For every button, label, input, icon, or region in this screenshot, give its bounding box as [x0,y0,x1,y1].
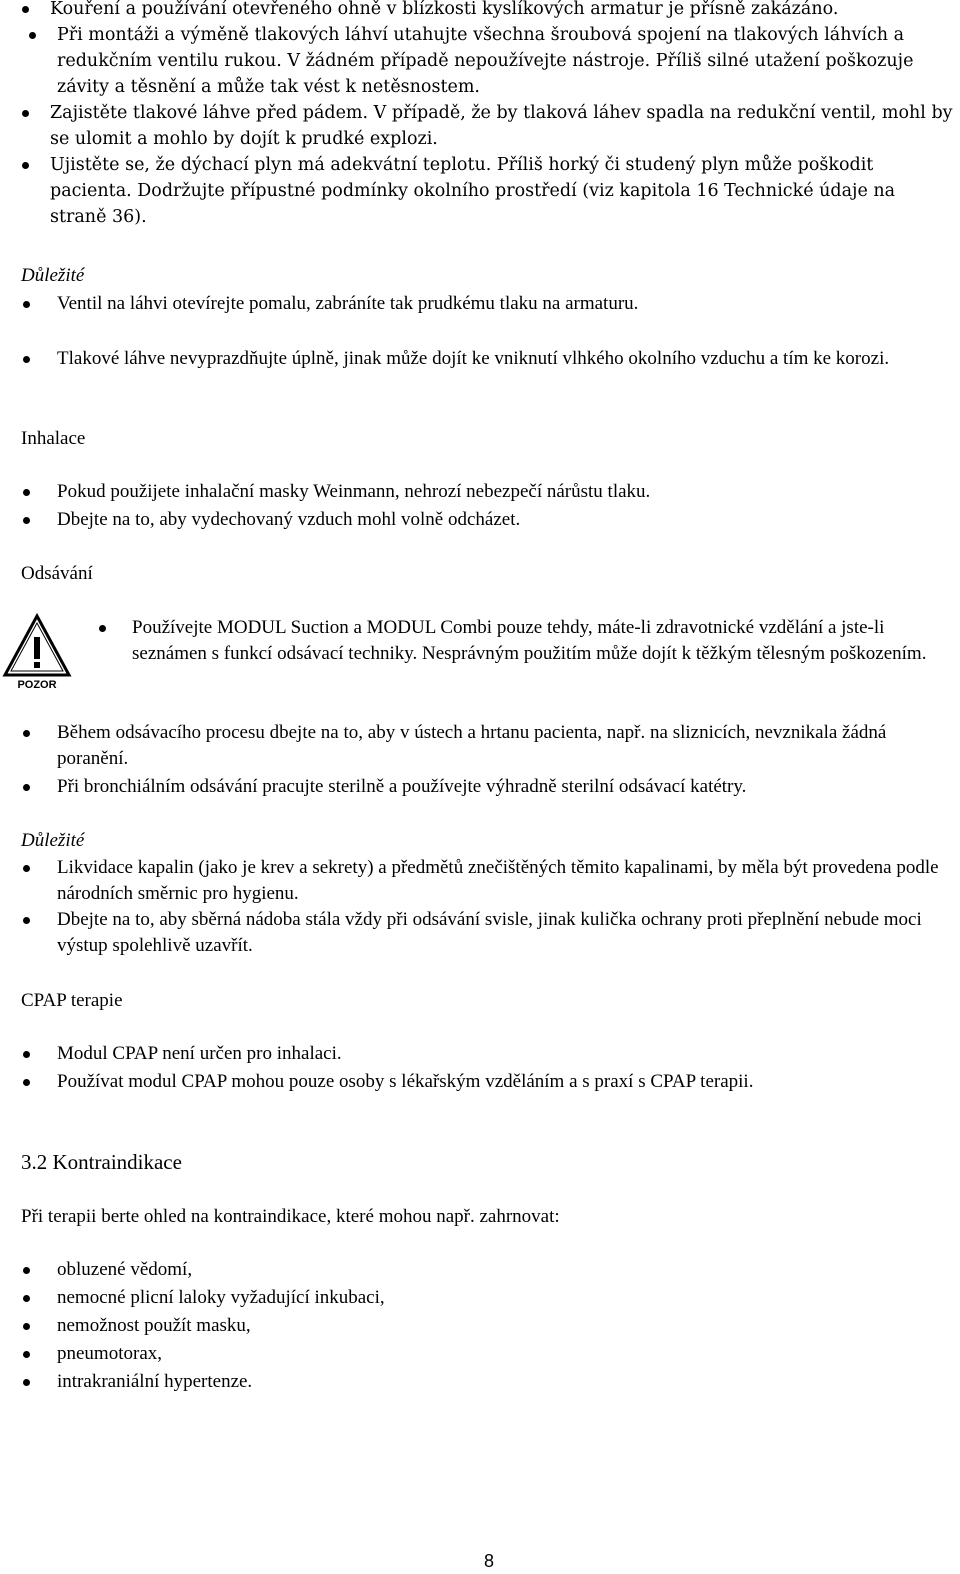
important-heading-2: Důležité [21,830,85,851]
page-number: 8 [483,1551,494,1571]
inhalace-list [0,479,960,533]
safety-list [0,0,960,230]
list-item: intrakraniální hypertenze. [57,1369,960,1395]
list-item: Dbejte na to, aby sběrná nádoba stála vždy při odsávání svisle, jinak kulička ochrany proti přeplnění nebude moci výstup spolehlivě uzavřít. [57,907,960,959]
cpap-heading: CPAP terapie [21,990,123,1011]
list-item: obluzené vědomí, [57,1257,960,1283]
warning-icon [2,613,72,691]
contraindication-list [0,1257,960,1395]
list-item: Dbejte na to, aby vydechovaný vzduch mohl volně odcházet. [57,507,960,533]
important-list-2 [0,855,960,959]
cpap-list [0,1041,960,1095]
list-item-text: Ujistěte se, že dýchací plyn má adekvátní teplotu. Příliš horký či studený plyn může poškodit pacienta. Dodržujte přípustné podmínky okolního prostředí (viz kapitola 16 Technické údaje na straně 36). [50,155,896,227]
warning-list [132,615,947,667]
section-heading: 3.2 Kontraindikace [21,1150,182,1174]
list-item: nemocné plicní laloky vyžadující inkubaci, [57,1285,960,1311]
list-item: Zajistěte tlakové láhve před pádem. V případě, že by tlaková láhev spadla na redukční ventil, mohl by se ulomit a mohlo by dojít k prudké explozi. [50,100,956,152]
list-item: pneumotorax, [57,1341,960,1367]
list-item: Používat modul CPAP mohou pouze osoby s lékařským vzděláním a s praxí s CPAP terapii. [57,1069,960,1095]
list-item: Při bronchiálním odsávání pracujte sterilně a používejte výhradně sterilní odsávací katétry. [57,774,960,800]
list-item [50,152,956,230]
list-item: Pokud použijete inhalační masky Weinmann, nehrozí nebezpečí nárůstu tlaku. [57,479,960,505]
list-item: Tlakové láhve nevyprazdňujte úplně, jinak může dojít ke vniknutí vlhkého okolního vzduchu a tím ke korozi. [57,346,960,372]
list-item: Při montáži a výměně tlakových láhví utahujte všechna šroubová spojení na tlakových láhvích a redukčním ventilu rukou. V žádném případě nepoužívejte nástroje. Příliš silné utažení poškozuje závity a těsnění a může tak vést k netěsnostem. [57,22,956,100]
list-item: Během odsávacího procesu dbejte na to, aby v ústech a hrtanu pacienta, např. na sliznicích, nevznikala žádná poranění. [57,720,960,772]
list-item: Kouření a používání otevřeného ohně v blízkosti kyslíkových armatur je přísně zakázáno. [50,0,956,22]
list-item: Modul CPAP není určen pro inhalaci. [57,1041,960,1067]
odsavani-list [0,720,960,800]
important-heading-1: Důležité [21,265,85,286]
important-list-1 [0,291,960,372]
list-item: Ventil na láhvi otevírejte pomalu, zabráníte tak prudkému tlaku na armaturu. [57,291,960,317]
section-intro: Při terapii berte ohled na kontraindikace, které mohou např. zahrnovat: [21,1206,560,1227]
list-item: nemožnost použít masku, [57,1313,960,1339]
warning-label: POZOR [17,679,57,691]
odsavani-heading: Odsávání [21,563,93,584]
inhalace-heading: Inhalace [21,428,86,449]
list-item: Likvidace kapalin (jako je krev a sekrety) a předmětů znečištěných těmito kapalinami, by měla být provedena podle národních směrnic pro hygienu. [57,855,960,907]
list-item: Používejte MODUL Suction a MODUL Combi pouze tehdy, máte-li zdravotnické vzdělání a jste-li seznámen s funkcí odsávací techniky. Nesprávným použitím může dojít k těžkým tělesným poškozením. [132,615,947,667]
